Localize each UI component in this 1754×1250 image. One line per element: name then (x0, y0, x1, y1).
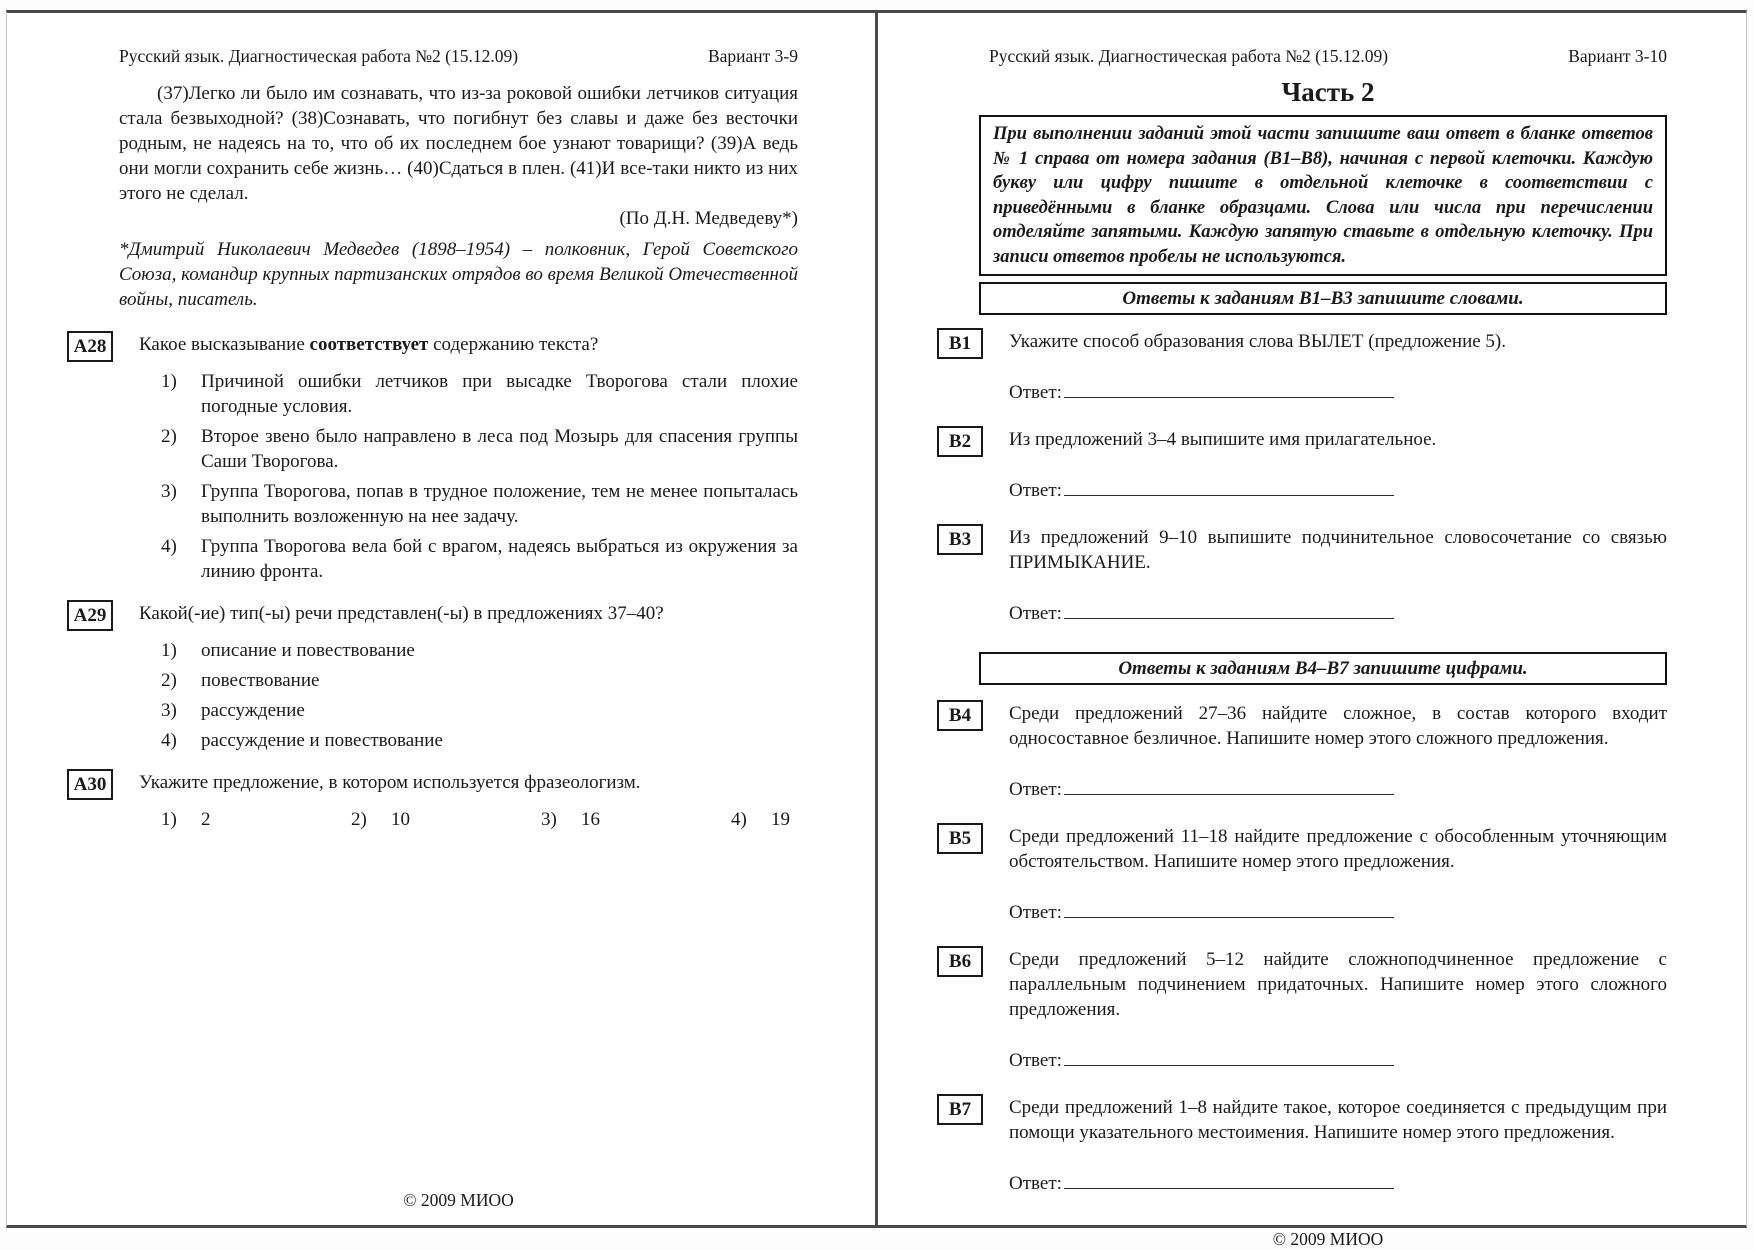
task-В4 (948, 701, 1667, 812)
document-title: Русский язык. Диагностическая работа №2 (15.12.09) (989, 46, 1389, 66)
option (351, 807, 541, 832)
answer-label: Ответ: (1009, 382, 1062, 403)
task-list-words (948, 329, 1667, 648)
task-number: В5 (937, 823, 983, 854)
answer-row (1009, 777, 1667, 802)
option (161, 728, 798, 753)
options-list (139, 369, 798, 584)
task-number: В2 (937, 426, 983, 457)
answer-blank-line (1064, 601, 1394, 619)
question-body (139, 601, 798, 758)
task-text: Среди предложений 5–12 найдите сложноподчиненное предложение с параллельным подчинением придаточных. Напишите номер этого сложного предложения. (1009, 949, 1667, 1020)
question-А28 (73, 332, 798, 589)
answer-label: Ответ: (1009, 603, 1062, 624)
option-number: 4) (161, 730, 177, 751)
task-В5 (948, 824, 1667, 935)
option-number: 1) (161, 640, 177, 661)
option-number: 2) (351, 809, 367, 830)
task-body (1009, 947, 1667, 1083)
page-header-right (989, 45, 1667, 67)
answer-label: Ответ: (1009, 480, 1062, 501)
task-number: В4 (937, 700, 983, 731)
question-number: А29 (67, 600, 113, 631)
question-А30 (73, 770, 798, 832)
option-text: Второе звено было направлено в леса под Мозырь для спасения группы Саши Творогова. (201, 426, 798, 472)
option-number: 1) (161, 809, 177, 830)
option-number: 4) (731, 809, 747, 830)
answer-blank-line (1064, 478, 1394, 496)
options-list (139, 638, 798, 753)
question-number: А28 (67, 331, 113, 362)
page-left (7, 13, 878, 1225)
page-footer-right: © 2009 МИОО (1272, 1229, 1384, 1249)
instructions-box: При выполнении заданий этой части запишите ваш ответ в бланке ответов № 1 справа от номера задания (В1–В8), начиная с первой клеточки. Каждую букву или цифру пишите в отдельной клеточке в соответствии с приведёнными в бланке образцами. Слова или числа при перечислении отделяйте запятыми. Каждую запятую ставьте в отдельную клеточку. При записи ответов пробелы не используются. (979, 115, 1667, 276)
option (541, 807, 731, 832)
option-number: 1) (161, 371, 177, 392)
question-text-part: Какой(-ие) тип(-ы) речи представлен(-ы) в предложениях 37–40? (139, 603, 664, 624)
part-title: Часть 2 (1281, 77, 1375, 107)
answer-row (1009, 900, 1667, 925)
question-text (139, 332, 798, 357)
option (161, 807, 351, 832)
variant-label: Вариант 3-10 (1568, 46, 1667, 66)
page-footer-left: © 2009 МИОО (403, 1190, 514, 1210)
question-body (139, 770, 798, 832)
task-В6 (948, 947, 1667, 1083)
answer-row (1009, 478, 1667, 503)
answer-label: Ответ: (1009, 779, 1062, 800)
answer-row (1009, 1048, 1667, 1073)
option-number: 2) (161, 426, 177, 447)
option (161, 668, 798, 693)
answer-blank-line (1064, 1048, 1394, 1066)
page-header-left (119, 45, 798, 67)
answer-row (1009, 1171, 1667, 1196)
question-text (139, 770, 798, 795)
option-text: Причиной ошибки летчиков при высадке Творогова стали плохие погодные условия. (201, 371, 798, 417)
task-number: В1 (937, 328, 983, 359)
answer-blank-line (1064, 1171, 1394, 1189)
task-В1 (948, 329, 1667, 415)
task-body (1009, 824, 1667, 935)
option-number: 3) (541, 809, 557, 830)
option-text: повествование (201, 670, 320, 691)
variant-label: Вариант 3-9 (707, 46, 798, 66)
task-text: Из предложений 3–4 выпишите имя прилагательное. (1009, 429, 1437, 450)
option-text: рассуждение (201, 700, 305, 721)
answer-blank-line (1064, 777, 1394, 795)
task-В2 (948, 427, 1667, 513)
question-text-part: соответствует (309, 334, 429, 355)
option-text: рассуждение и повествование (201, 730, 443, 751)
option-value: 2 (201, 809, 211, 830)
answer-blank-line (1064, 900, 1394, 918)
option (161, 369, 798, 419)
option-number: 3) (161, 700, 177, 721)
passage-text: (37)Легко ли было им сознавать, что из-за роковой ошибки летчиков ситуация стала безвыходной? (38)Сознавать, что погибнут без славы и даже без весточки родным, не надеясь на то, что об их последнем бое узнают товарищи? (39)А ведь они могли сохранить себе жизнь… (40)Сдаться в плен. (41)И все-таки никто из них этого не сделал. (119, 83, 798, 204)
option-text: Группа Творогова вела бой с врагом, надеясь выбраться из окружения за линию фронта. (201, 536, 798, 582)
task-body (1009, 525, 1667, 636)
option-value: 19 (771, 809, 790, 830)
option (161, 534, 798, 584)
author-footnote: *Дмитрий Николаевич Медведев (1898–1954) – полковник, Герой Советского Союза, командир крупных партизанских отрядов во время Великой Отечественной войны, писатель. (119, 239, 798, 310)
question-list (73, 332, 798, 844)
question-text-part: Укажите предложение, в котором используется фразеологизм. (139, 772, 641, 793)
option-value: 16 (581, 809, 600, 830)
question-text (139, 601, 798, 626)
task-В7 (948, 1095, 1667, 1206)
option (161, 479, 798, 529)
task-text: Среди предложений 11–18 найдите предложение с обособленным уточняющим обстоятельством. Напишите номер этого предложения. (1009, 826, 1667, 872)
option (161, 424, 798, 474)
task-body (1009, 701, 1667, 812)
option-text: Группа Творогова, попав в трудное положение, тем не менее попыталась выполнить возложенную на нее задачу. (201, 481, 798, 527)
task-body (1009, 427, 1667, 513)
task-number: В3 (937, 524, 983, 555)
option (161, 698, 798, 723)
option-value: 10 (391, 809, 410, 830)
task-body (1009, 1095, 1667, 1206)
task-list-digits (948, 701, 1667, 1218)
option-number: 3) (161, 481, 177, 502)
section-header-b4-b7: Ответы к заданиям В4–В7 запишите цифрами. (979, 652, 1667, 685)
question-text-part: содержанию текста? (428, 334, 599, 355)
option-text: описание и повествование (201, 640, 415, 661)
answer-row (1009, 380, 1667, 405)
answer-label: Ответ: (1009, 902, 1062, 923)
option-number: 2) (161, 670, 177, 691)
answer-label: Ответ: (1009, 1173, 1062, 1194)
option (161, 638, 798, 663)
task-number: В6 (937, 946, 983, 977)
page-right (878, 13, 1744, 1249)
question-text-part: Какое высказывание (139, 334, 310, 355)
task-text: Среди предложений 27–36 найдите сложное, в состав которого входит односоставное безличное. Напишите номер этого сложного предложения. (1009, 703, 1667, 749)
section-header-b1-b3: Ответы к заданиям В1–В3 запишите словами. (979, 282, 1667, 315)
document-frame (6, 10, 1747, 1249)
answer-blank-line (1064, 380, 1394, 398)
task-text: Укажите способ образования слова ВЫЛЕТ (предложение 5). (1009, 331, 1507, 352)
task-В3 (948, 525, 1667, 636)
question-А29 (73, 601, 798, 758)
answer-row (1009, 601, 1667, 626)
passage-attribution: (По Д.Н. Медведеву*) (619, 208, 798, 229)
question-number: А30 (67, 769, 113, 800)
question-body (139, 332, 798, 589)
document-title: Русский язык. Диагностическая работа №2 (15.12.09) (119, 46, 519, 66)
options-inline-row (161, 807, 798, 832)
answer-label: Ответ: (1009, 1050, 1062, 1071)
task-text: Из предложений 9–10 выпишите подчинительное словосочетание со связью ПРИМЫКАНИЕ. (1009, 527, 1667, 573)
task-text: Среди предложений 1–8 найдите такое, которое соединяется с предыдущим при помощи указательного местоимения. Напишите номер этого предложения. (1009, 1097, 1667, 1143)
option-number: 4) (161, 536, 177, 557)
task-body (1009, 329, 1667, 415)
task-number: В7 (937, 1094, 983, 1125)
